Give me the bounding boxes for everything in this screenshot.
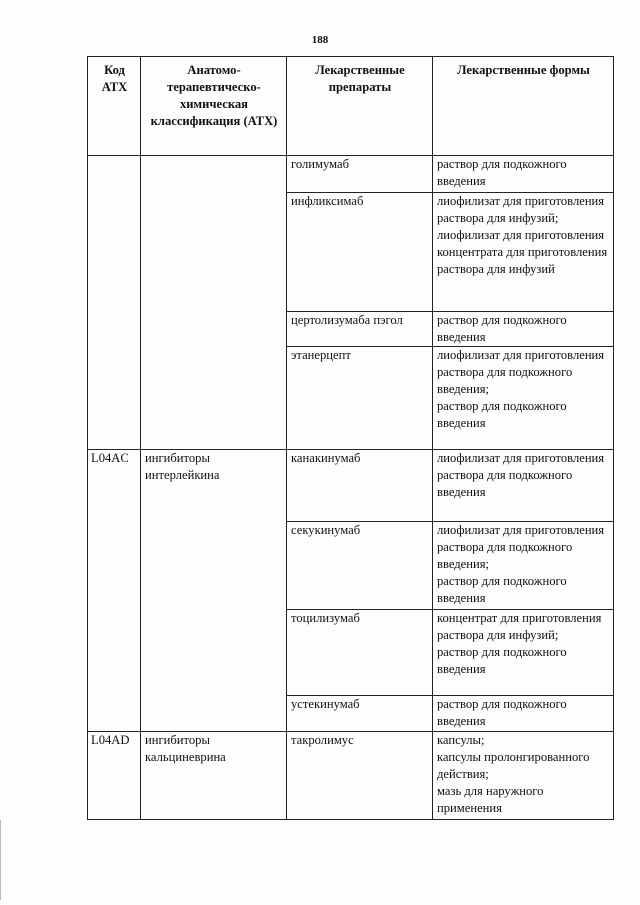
cell-forms <box>433 450 614 522</box>
form-line: раствор для подкожного введения <box>437 645 567 676</box>
page-number: 188 <box>311 34 329 46</box>
table-row <box>88 450 614 522</box>
cell-classification: ингибиторы интерлейкина <box>141 450 287 732</box>
drug-table <box>87 56 614 820</box>
cell-code: L04AC <box>88 450 141 732</box>
table-row <box>88 732 614 820</box>
scan-edge-mark <box>0 820 5 900</box>
cell-drug: голимумаб <box>287 156 433 193</box>
header-classification: Анатомо-терапевтическо-химическая классификация (АТХ) <box>141 57 287 156</box>
cell-code: L04AD <box>88 732 141 820</box>
cell-drug: устекинумаб <box>287 696 433 732</box>
cell-forms <box>433 193 614 312</box>
cell-code <box>88 156 141 450</box>
header-forms: Лекарственные формы <box>433 57 614 156</box>
form-line: лиофилизат для приготовления раствора для подкожного введения <box>437 451 605 499</box>
cell-forms <box>433 696 614 732</box>
form-line: раствор для подкожного введения <box>437 157 567 188</box>
form-line: концентрат для приготовления раствора для инфузий; <box>437 611 602 642</box>
form-line: лиофилизат для приготовления раствора для подкожного введения; <box>437 348 605 396</box>
form-line: раствор для подкожного введения <box>437 399 567 430</box>
form-line: лиофилизат для приготовления раствора для подкожного введения; <box>437 523 605 571</box>
cell-drug: этанерцепт <box>287 347 433 450</box>
cell-forms <box>433 156 614 193</box>
form-line: капсулы; <box>437 733 485 747</box>
form-line: раствор для подкожного введения <box>437 697 567 728</box>
cell-forms <box>433 610 614 696</box>
form-line: раствор для подкожного введения <box>437 313 567 344</box>
cell-forms <box>433 347 614 450</box>
table-header-row <box>88 57 614 156</box>
cell-drug: секукинумаб <box>287 522 433 610</box>
cell-drug: цертолизумаба пэгол <box>287 312 433 347</box>
cell-forms <box>433 522 614 610</box>
form-line: раствор для подкожного введения <box>437 574 567 605</box>
cell-drug: такролимус <box>287 732 433 820</box>
cell-forms <box>433 312 614 347</box>
form-line: капсулы пролонгированного действия; <box>437 750 590 781</box>
header-drugs: Лекарственные препараты <box>287 57 433 156</box>
cell-drug: канакинумаб <box>287 450 433 522</box>
cell-forms <box>433 732 614 820</box>
table-row <box>88 156 614 193</box>
cell-drug: тоцилизумаб <box>287 610 433 696</box>
form-line: лиофилизат для приготовления концентрата для приготовления раствора для инфузий <box>437 228 608 276</box>
cell-classification <box>141 156 287 450</box>
form-line: мазь для наружного применения <box>437 784 544 815</box>
cell-classification: ингибиторы кальциневрина <box>141 732 287 820</box>
form-line: лиофилизат для приготовления раствора для инфузий; <box>437 194 605 225</box>
header-code: Код АТХ <box>88 57 141 156</box>
cell-drug: инфликсимаб <box>287 193 433 312</box>
